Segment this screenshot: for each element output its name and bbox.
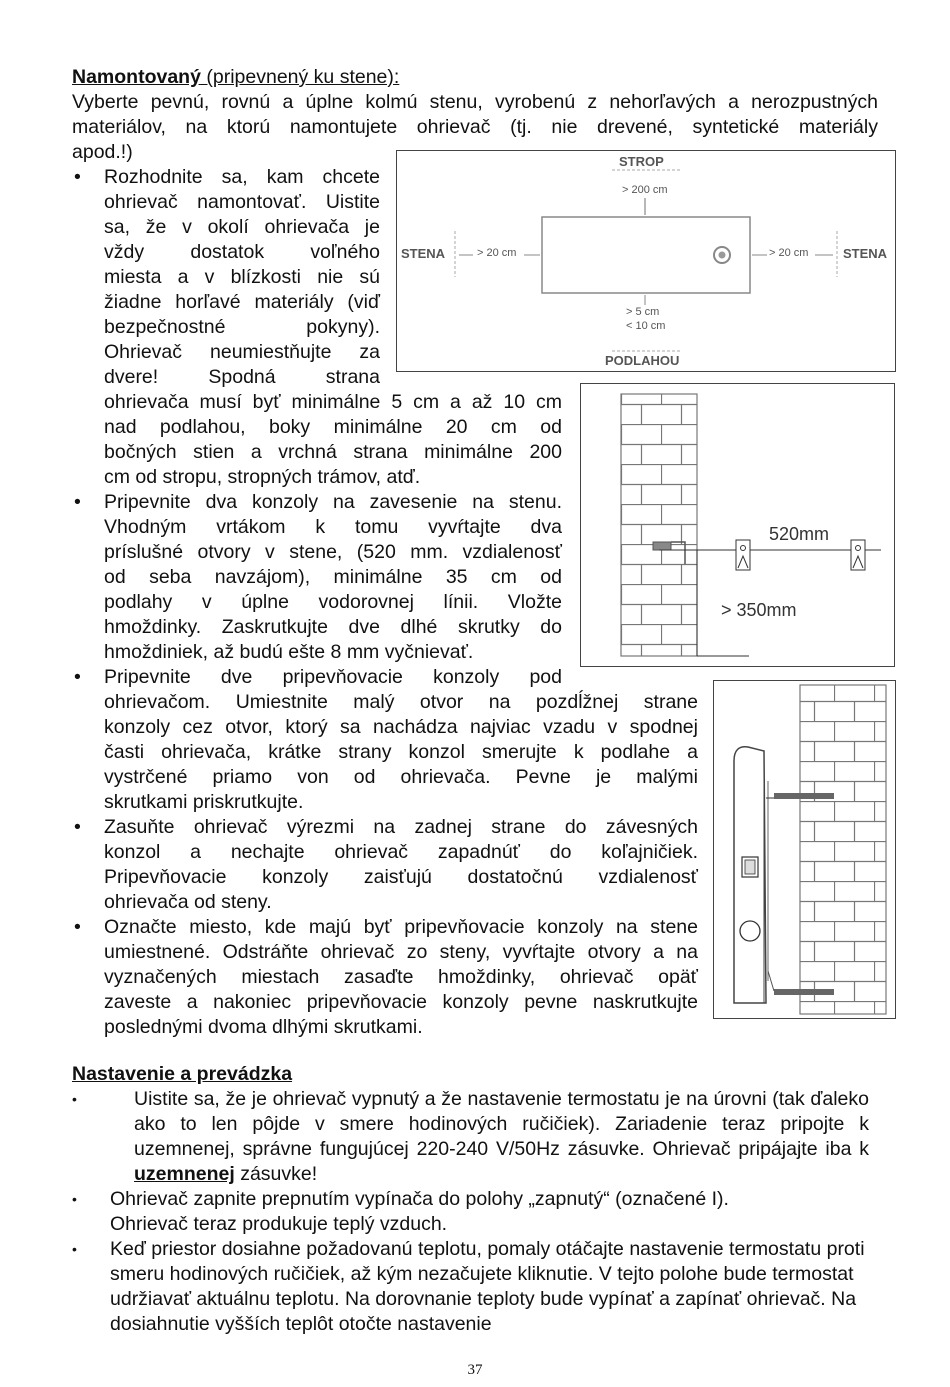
bracket-spacing-label: 520mm <box>769 524 830 544</box>
bullet1-line: vždy dostatok voľného <box>104 241 380 263</box>
left-wall-label: STENA <box>401 246 446 261</box>
bullet5-line: poslednými dvoma dlhými skrutkami. <box>104 1016 423 1038</box>
bullet1-line: cm od stropu, stropných trámov, atď. <box>104 466 421 488</box>
bullet5-line: vyznačených miestach zasaďte hmoždinky, ohrievač opäť <box>104 966 698 988</box>
bullet1-line: ohrievača musí byť minimálne 5 cm a až 10 cm <box>104 391 562 413</box>
bullet1-line: sa, že v okolí ohrievača je <box>104 216 380 238</box>
bullet-dot: • <box>74 816 81 838</box>
bracket-diagram-svg <box>581 384 894 666</box>
bullet3-line: vystrčené priamo von od ohrievača. Pevne je malými <box>104 766 698 788</box>
intro-line: Vyberte pevnú, rovnú a úplne kolmú stenu, vyrobenú z nehorľavých a nerozpustných <box>72 91 878 113</box>
bullet1-line: Rozhodnite sa, kam chcete <box>104 166 380 188</box>
bullet1-line: nad podlahou, boky minimálne 20 cm od <box>104 416 562 438</box>
bullet4-line: ohrievača od steny. <box>104 891 272 913</box>
bullet2-line: od seba navzájom), minimálne 35 cm od <box>104 566 562 588</box>
bullet3-line: skrutkami priskrutkujte. <box>104 791 304 813</box>
ceiling-label: STROP <box>619 154 664 169</box>
bullet-dot: • <box>72 1091 77 1107</box>
bullet4-line: Zasuňte ohrievač výrezmi na zadnej strane do závesných <box>104 816 698 838</box>
floor-label: PODLAHOU <box>605 353 680 368</box>
operation-bullet2: Ohrievač zapnite prepnutím vypínača do polohy „zapnutý“ (označené I). Ohrievač teraz produkuje teplý vzduch. <box>110 1188 729 1235</box>
mount-heading: Namontovaný (pripevnený ku stene): <box>72 66 400 88</box>
bullet2-line: hmoždiniek, až budú ešte 8 mm vyčnievať. <box>104 641 474 663</box>
right-wall-label: STENA <box>843 246 888 261</box>
bullet-dot: • <box>72 1191 77 1207</box>
bullet4-line: konzol a nechajte ohrievač zapadnúť do koľajničiek. <box>104 841 698 863</box>
bullet5-line: Označte miesto, kde majú byť pripevňovacie konzoly na stene <box>104 916 698 938</box>
bullet2-line: podlahy v úplne vodorovnej línii. Vložte <box>104 591 562 613</box>
bullet3-line: Pripevnite dve pripevňovacie konzoly pod <box>104 666 562 688</box>
right-distance-label: > 20 cm <box>769 247 809 259</box>
bullet4-line: Pripevňovacie konzoly zaisťujú dostatočnú vzdialenosť <box>104 866 698 888</box>
top-distance-label: > 200 cm <box>622 184 668 196</box>
bullet2-line: Pripevnite dva konzoly na zavesenie na stenu. <box>104 491 562 513</box>
bullet3-line: časti ohrievača, krátke strany konzol smerujte k podlahe a <box>104 741 698 763</box>
bullet5-line: umiestnené. Odstráňte ohrievač zo steny, vyvŕtajte otvory a na <box>104 941 698 963</box>
operation-bullet1: Uistite sa, že je ohrievač vypnutý a že nastavenie termostatu je na úrovni (tak ďaleko ako to len pôjde v smere hodinových ručičiek). Zariadenie teraz pripojte k uzemnenej, správne fungujúcej 220-240 V/50Hz zásuvke. Ohrievač pripájajte iba k uzemnenej zásuvke! <box>134 1088 869 1185</box>
bullet1-line: bezpečnostné pokyny). <box>104 316 380 338</box>
bullet-dot: • <box>72 1241 77 1257</box>
bullet5-line: zaveste a nakoniec pripevňovacie konzoly pevne naskrutkujte <box>104 991 698 1013</box>
bullet3-line: ohrievačom. Umiestnite malý otvor na pozdĺžnej strane <box>104 691 698 713</box>
page-number: 37 <box>467 1362 483 1378</box>
bracket-height-label: > 350mm <box>721 600 797 620</box>
intro-line: apod.!) <box>72 141 133 163</box>
bullet-dot: • <box>74 916 81 938</box>
left-distance-label: > 20 cm <box>477 247 517 259</box>
bullet-dot: • <box>74 491 81 513</box>
bracket-diagram <box>580 383 895 667</box>
bullet-dot: • <box>74 666 81 688</box>
bullet-dot: • <box>74 166 81 188</box>
bottom-max-label: < 10 cm <box>626 320 666 332</box>
bullet1-line: ohrievač namontovať. Uistite <box>104 191 380 213</box>
heater-side-diagram <box>713 680 896 1019</box>
bullet1-line: miesta a v blízkosti nie sú <box>104 266 380 288</box>
clearance-diagram <box>396 150 896 372</box>
intro-line: materiálov, na ktorú namontujete ohrievač (tj. nie drevené, syntetické materiály <box>72 116 878 138</box>
heater-side-diagram-svg <box>714 681 895 1018</box>
bullet2-line: Vhodným vrtákom k tomu vyvŕtajte dva <box>104 516 562 538</box>
bottom-min-label: > 5 cm <box>626 306 660 318</box>
bullet1-line: žiadne horľavé materiály (viď <box>104 291 380 313</box>
operation-heading: Nastavenie a prevádzka <box>72 1063 293 1085</box>
bullet2-line: hmoždinky. Zaskrutkujte dve dlhé skrutky do <box>104 616 562 638</box>
operation-bullet3: Keď priestor dosiahne požadovanú teplotu, pomaly otáčajte nastavenie termostatu proti smeru hodinových ručičiek, až kým nezačujete kliknutie. V tejto polohe bude termostat udržiavať aktuálnu teplotu. Na dorovnanie teploty bude vypínať a zapínať ohrievač. Na dosiahnutie vyšších teplôt otočte nastavenie <box>110 1238 865 1335</box>
bullet1-line: Ohrievač neumiestňujte za <box>104 341 380 363</box>
bullet2-line: príslušné otvory v stene, (520 mm. vzdialenosť <box>104 541 562 563</box>
bullet1-line: bočných stien a vrchná strana minimálne 200 <box>104 441 562 463</box>
bullet1-line: dvere! Spodná strana <box>104 366 380 388</box>
bullet3-line: konzoly cez otvor, ktorý sa nachádza najviac vzadu v spodnej <box>104 716 698 738</box>
